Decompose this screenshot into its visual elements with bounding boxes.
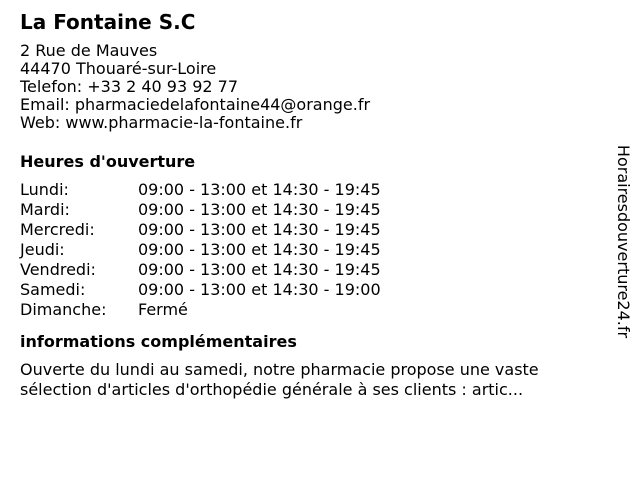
hours-row-wednesday: [20, 220, 610, 240]
watermark-text: Horairesdouverture24.fr: [614, 144, 634, 338]
day-label: Mardi:: [20, 200, 70, 219]
day-label: Lundi:: [20, 180, 69, 199]
day-label: Mercredi:: [20, 220, 95, 239]
day-label: Samedi:: [20, 280, 86, 299]
email-address[interactable]: Email: pharmaciedelafontaine44@orange.fr: [20, 95, 371, 114]
day-label: Dimanche:: [20, 300, 107, 319]
info-description: Ouverte du lundi au samedi, notre pharmacie propose une vaste sélection d'articles d'orthopédie générale à ses clients : artic...: [20, 360, 539, 399]
time-value: 09:00 - 13:00 et 14:30 - 19:45: [138, 220, 381, 239]
hours-row-monday: [20, 180, 610, 200]
time-value: 09:00 - 13:00 et 14:30 - 19:45: [138, 240, 381, 259]
time-value: Fermé: [138, 300, 188, 319]
hours-row-friday: [20, 260, 610, 280]
time-value: 09:00 - 13:00 et 14:30 - 19:00: [138, 280, 381, 299]
hours-row-thursday: [20, 240, 610, 260]
hours-table: [20, 180, 610, 320]
day-label: Vendredi:: [20, 260, 96, 279]
business-name: La Fontaine S.C: [20, 10, 196, 34]
hours-row-tuesday: [20, 200, 610, 220]
hours-row-sunday: [20, 300, 610, 320]
street-address: 2 Rue de Mauves: [20, 41, 158, 60]
day-label: Jeudi:: [20, 240, 65, 259]
time-value: 09:00 - 13:00 et 14:30 - 19:45: [138, 180, 381, 199]
time-value: 09:00 - 13:00 et 14:30 - 19:45: [138, 200, 381, 219]
time-value: 09:00 - 13:00 et 14:30 - 19:45: [138, 260, 381, 279]
info-heading: informations complémentaires: [20, 332, 297, 351]
phone-number[interactable]: Telefon: +33 2 40 93 92 77: [20, 77, 239, 96]
business-card: [20, 8, 610, 400]
watermark: [612, 136, 636, 346]
hours-heading: Heures d'ouverture: [20, 152, 196, 171]
city-address: 44470 Thouaré-sur-Loire: [20, 59, 217, 78]
website-link[interactable]: Web: www.pharmacie-la-fontaine.fr: [20, 113, 303, 132]
contact-block: [20, 42, 610, 132]
hours-row-saturday: [20, 280, 610, 300]
